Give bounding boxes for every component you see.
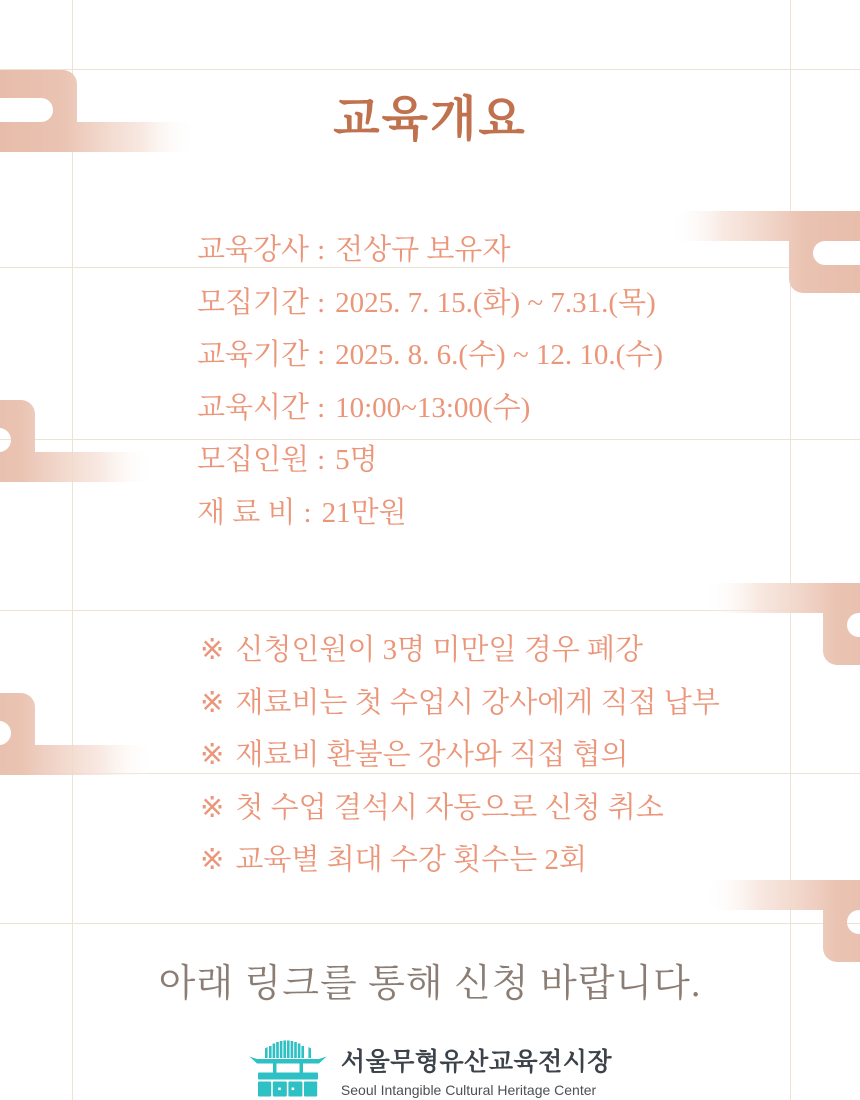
grid-line-vertical xyxy=(72,0,73,1100)
korean-cloud-motif-icon xyxy=(0,693,155,775)
note-text: 교육별 최대 수강 횟수는 2회 xyxy=(235,844,587,877)
label-separator: : xyxy=(317,286,326,319)
label-separator: : xyxy=(317,391,326,424)
note-text: 재료비 환불은 강사와 직접 협의 xyxy=(235,739,629,772)
notes-list xyxy=(200,624,720,887)
info-value: 10:00~13:00(수) xyxy=(335,391,531,424)
info-value: 21만원 xyxy=(321,496,407,529)
note-item xyxy=(200,624,720,677)
info-row-course-time xyxy=(197,382,663,435)
note-item xyxy=(200,729,720,782)
korean-cloud-motif-icon xyxy=(703,880,860,962)
info-row-recruit-period xyxy=(197,277,663,330)
logo-name-korean: 서울무형유산교육전시장 xyxy=(340,1048,613,1076)
info-label: 재 료 비 xyxy=(197,496,296,529)
reference-mark: ※ xyxy=(200,791,225,824)
hanok-building-icon xyxy=(248,1040,328,1097)
info-row-course-period xyxy=(197,329,663,382)
note-text: 첫 수업 결석시 자동으로 신청 취소 xyxy=(235,791,664,824)
note-item xyxy=(200,677,720,730)
korean-cloud-motif-icon xyxy=(703,583,860,665)
note-item xyxy=(200,834,720,887)
info-row-material-fee xyxy=(197,487,663,540)
info-label: 교육강사 xyxy=(197,234,310,266)
course-info-list xyxy=(197,224,663,540)
note-text: 신청인원이 3명 미만일 경우 폐강 xyxy=(235,634,643,666)
reference-mark: ※ xyxy=(200,739,225,772)
info-label: 교육기간 xyxy=(197,339,310,372)
page-title: 교육개요 xyxy=(333,93,527,146)
organization-logo xyxy=(0,1036,860,1098)
info-value: 전상규 보유자 xyxy=(335,234,511,266)
logo-text-block xyxy=(341,1036,612,1098)
reference-mark: ※ xyxy=(200,634,225,666)
label-separator: : xyxy=(317,444,326,477)
apply-instruction-text: 아래 링크를 통해 신청 바랍니다. xyxy=(158,963,702,1005)
info-row-instructor xyxy=(197,224,663,277)
info-value: 5명 xyxy=(335,444,378,477)
info-row-capacity xyxy=(197,434,663,487)
reference-mark: ※ xyxy=(200,686,225,719)
label-separator: : xyxy=(303,496,312,529)
korean-cloud-motif-icon xyxy=(669,211,860,293)
label-separator: : xyxy=(317,234,326,266)
info-label: 교육시간 xyxy=(197,391,310,424)
note-text: 재료비는 첫 수업시 강사에게 직접 납부 xyxy=(235,686,720,719)
info-value: 2025. 8. 6.(수) ~ 12. 10.(수) xyxy=(335,339,663,372)
reference-mark: ※ xyxy=(200,844,225,877)
note-item xyxy=(200,782,720,835)
info-label: 모집인원 xyxy=(197,444,310,477)
korean-cloud-motif-icon xyxy=(0,400,155,482)
label-separator: : xyxy=(317,339,326,372)
info-label: 모집기간 xyxy=(197,286,310,319)
logo-name-english: Seoul Intangible Cultural Heritage Center xyxy=(340,1082,597,1098)
info-value: 2025. 7. 15.(화) ~ 7.31.(목) xyxy=(335,286,656,319)
